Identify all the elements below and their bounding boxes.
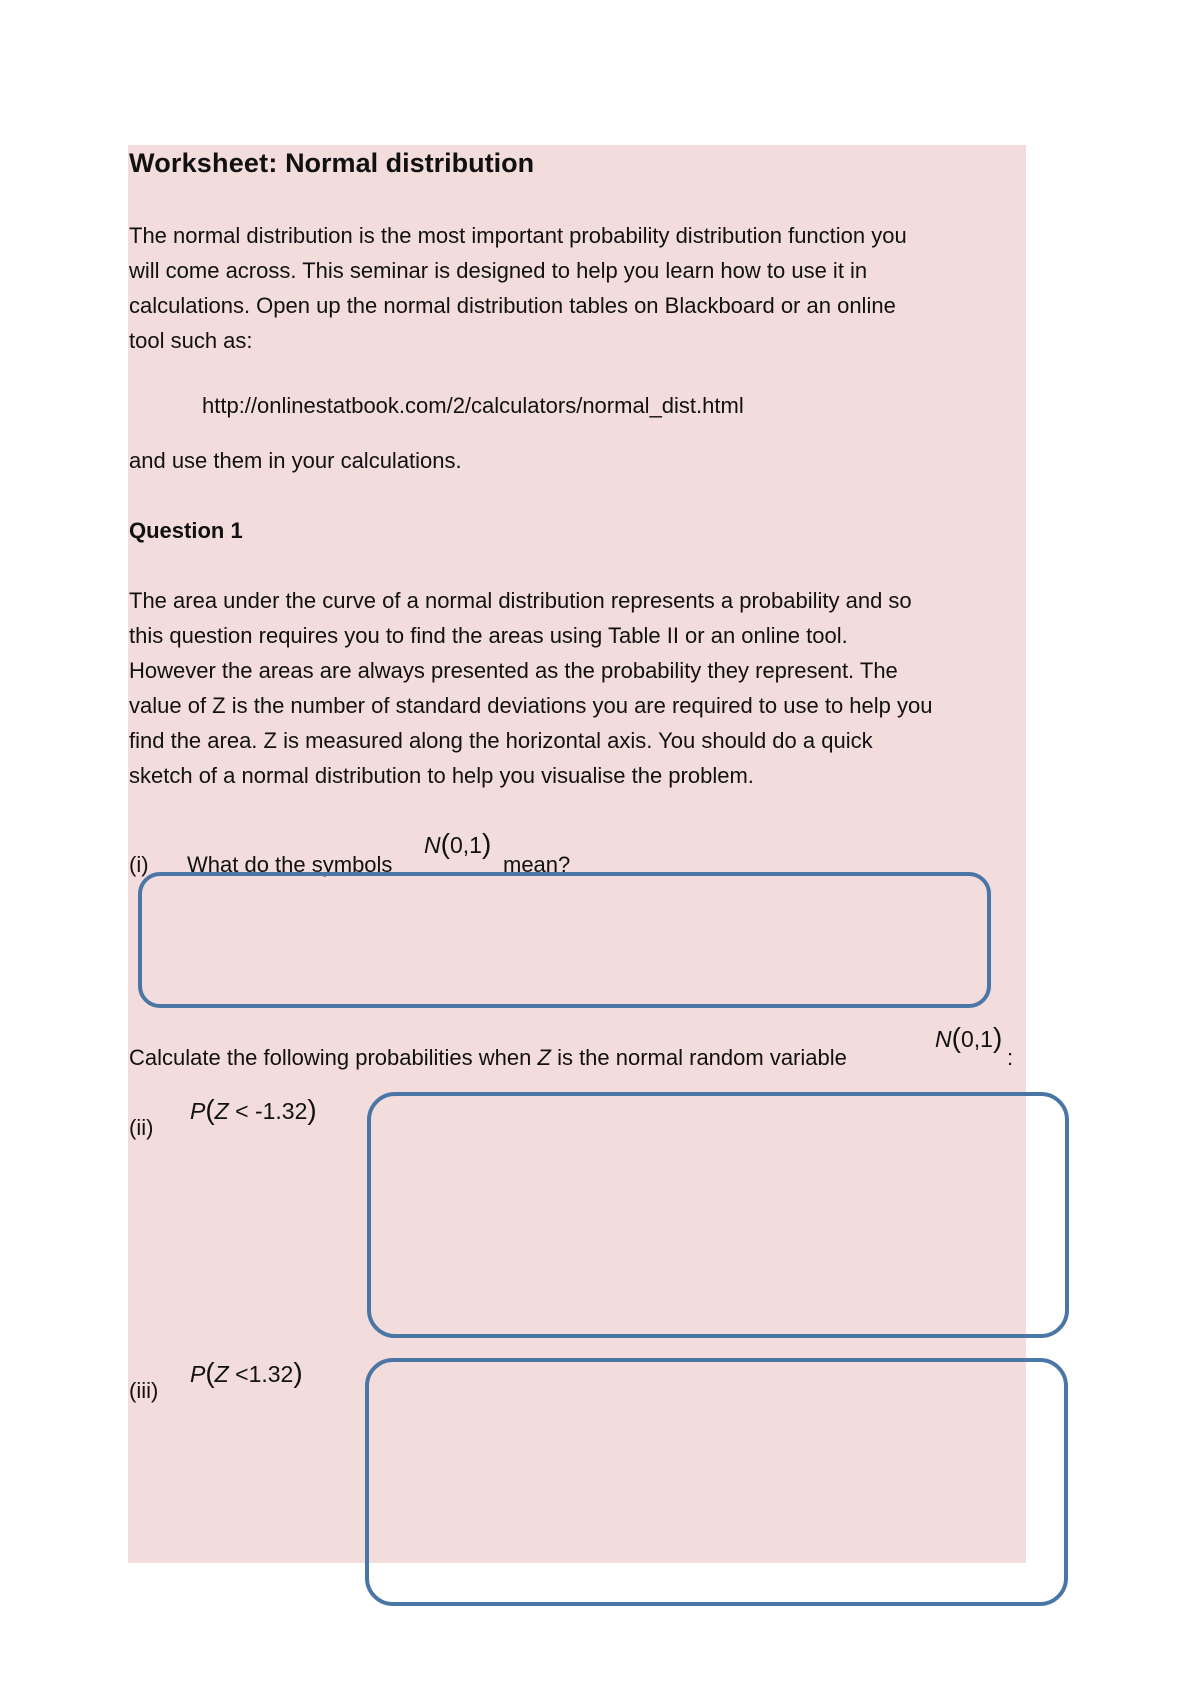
page-title [129,148,534,179]
title-bold-part: Worksheet: [129,148,278,178]
part-iii-label: (iii) [129,1378,159,1403]
part-iii-p: P [190,1361,206,1387]
question-line: sketch of a normal distribution to help you visualise the problem. [129,763,754,788]
question-line: value of Z is the number of standard deviations you are required to use to help you [129,693,933,718]
intro-line: The normal distribution is the most important probability distribution function you [129,223,907,248]
part-ii-label: (ii) [129,1115,154,1140]
symbol-n-2: N [935,1026,952,1052]
question-line: find the area. Z is measured along the horizontal axis. You should do a quick [129,728,873,753]
part-ii-expression: P(Z < -1.32) [190,1094,317,1125]
answer-box-ii[interactable] [367,1092,1069,1338]
intro-closing: and use them in your calculations. [129,448,462,473]
symbol-args: 0,1 [449,832,482,858]
answer-box-i[interactable] [138,872,991,1008]
intro-line: calculations. Open up the normal distribution tables on Blackboard or an online [129,293,896,318]
normal-symbol: N(0,1) [424,828,492,859]
calc-instruction [129,1040,847,1075]
part-ii-p: P [190,1098,206,1124]
normal-symbol-2: N(0,1) [935,1022,1003,1053]
question-line: this question requires you to find the areas using Table II or an online tool. [129,623,848,648]
intro-line: tool such as: [129,328,253,353]
symbol-n: N [424,832,441,858]
calc-before: Calculate the following probabilities when [129,1045,532,1070]
part-ii-value: 1.32 [262,1098,308,1124]
part-iii-z: Z [214,1361,229,1387]
symbol-args-2: 0,1 [960,1026,993,1052]
question-heading: Question 1 [129,518,243,543]
part-i-prompt-end: mean? [503,852,571,877]
part-iii-value: 1.32 [248,1361,294,1387]
question-line: The area under the curve of a normal distribution represents a probability and so [129,588,912,613]
question-body [129,583,1019,793]
answer-box-iii[interactable] [365,1358,1068,1606]
calc-end: : [1007,1045,1014,1070]
part-iii-expression: P(Z <1.32) [190,1357,303,1388]
part-ii-op: < - [235,1098,263,1124]
title-rest: Normal distribution [285,148,535,178]
part-i-prompt: What do the symbols [187,852,393,877]
part-iii-op: < [235,1361,249,1387]
intro-paragraph [129,218,1019,358]
part-ii-z: Z [214,1098,229,1124]
calc-after: is the normal random variable [557,1045,847,1070]
part-i-label: (i) [129,852,149,877]
calculator-link[interactable]: http://onlinestatbook.com/2/calculators/normal_dist.html [202,393,744,418]
question-line: However the areas are always presented as the probability they represent. The [129,658,898,683]
calc-var: Z [537,1045,551,1070]
intro-line: will come across. This seminar is designed to help you learn how to use it in [129,258,868,283]
